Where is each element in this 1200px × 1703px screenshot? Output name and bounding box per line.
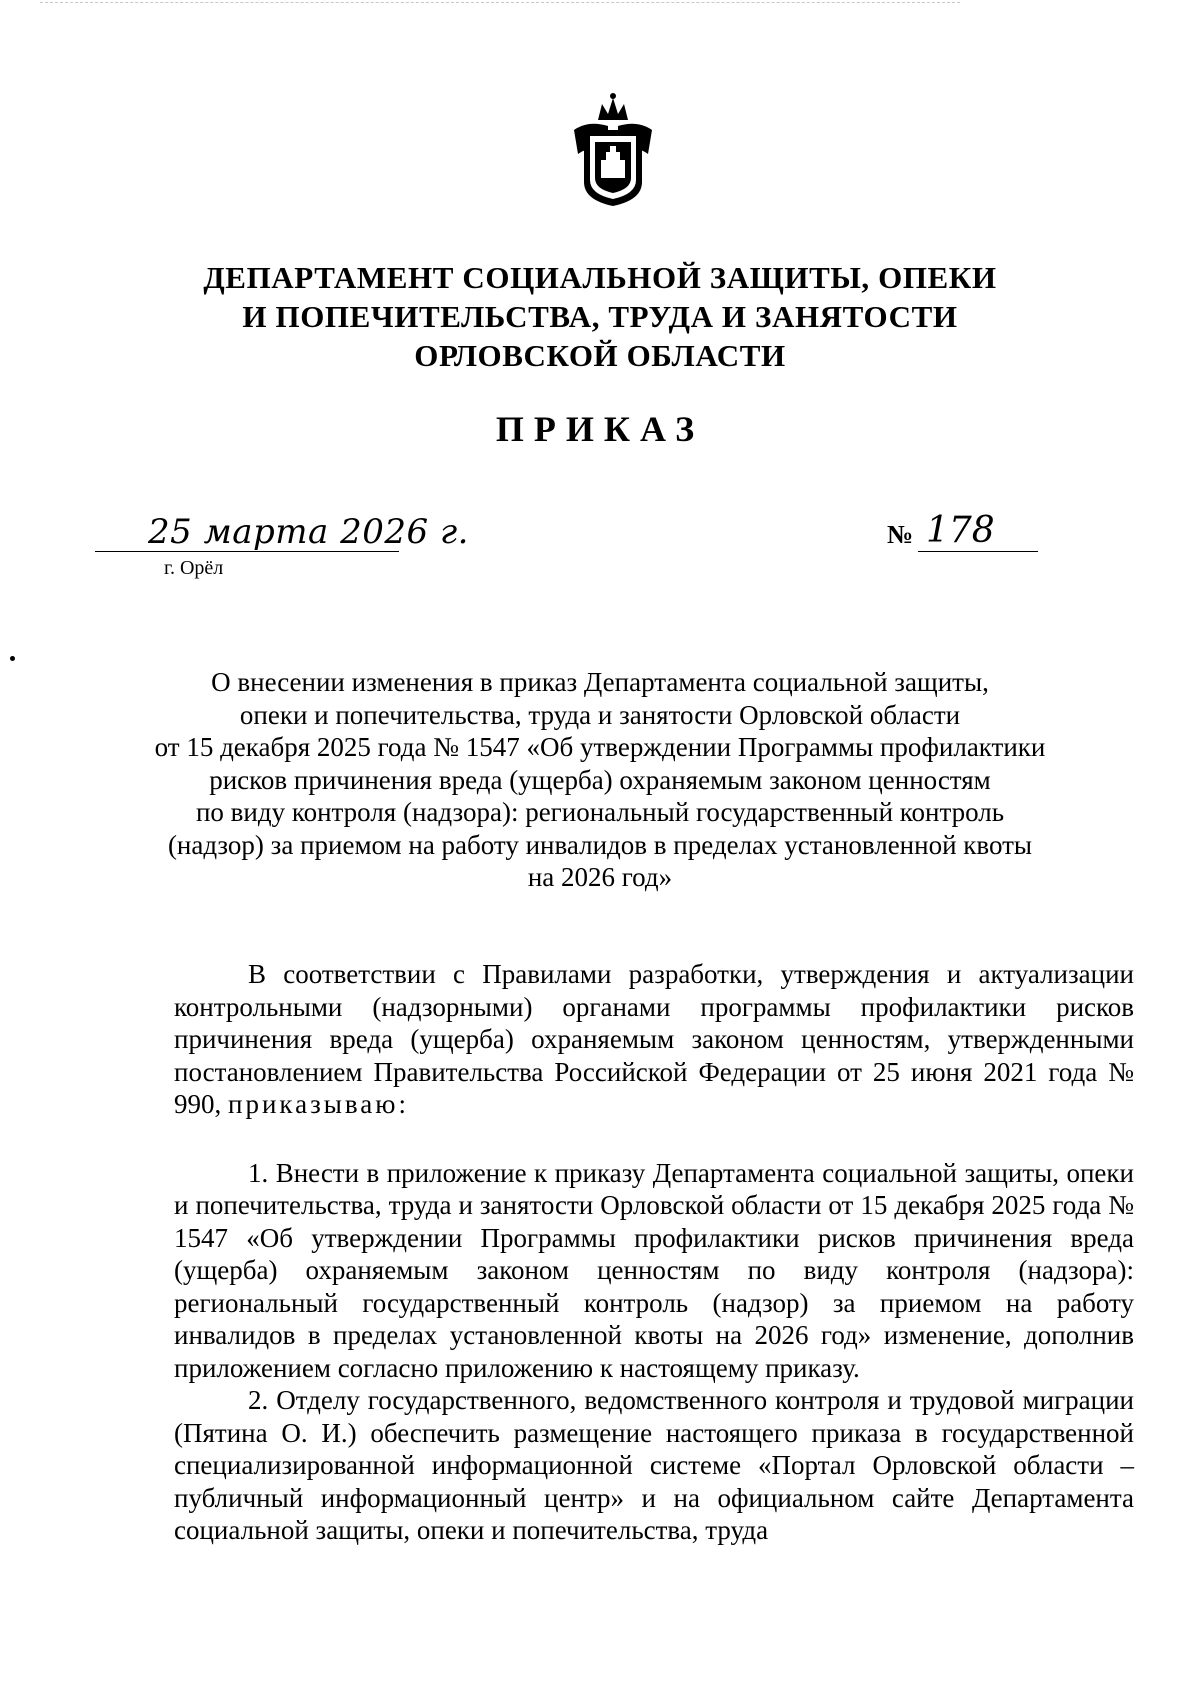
subject-line: по виду контроля (надзора): региональный государственный контроль (195, 797, 1005, 827)
subject-line: рисков причинения вреда (ущерба) охраняемым законом ценностям (209, 764, 991, 795)
preamble-text: В соответствии с Правилами разработки, утверждения и актуализации контрольными (надзорными) органами программы профилактики рисков причинения вреда (ущерба) охраняемым законом ценностям, утвержденными постановлением Правительства Российской Федерации от 25 июня 2021 года № 990, (174, 959, 1134, 1119)
number-label: № (887, 520, 914, 549)
subject-line: опеки и попечительства, труда и занятости Орловской области (239, 699, 961, 730)
subject-line: (надзор) за приемом на работу инвалидов в пределах установленной квоты (167, 829, 1033, 860)
document-type-title: ПРИКАЗ (495, 409, 705, 449)
number-underline (918, 551, 1038, 552)
department-name (0, 258, 1200, 375)
subject-line: на 2026 год» (527, 862, 673, 892)
scan-edge-line (40, 2, 960, 3)
department-line-3: ОРЛОВСКОЙ ОБЛАСТИ (414, 338, 786, 373)
handwritten-date: 25 марта 2026 г. (148, 512, 469, 552)
item-1-paragraph: 1. Внести в приложение к приказу Департамента социальной защиты, опеки и попечительства, труда и занятости Орловской области от 15 декабря 2025 года № 1547 «Об утверждении Программы профилактики рисков причинения вреда (ущерба) охраняемым законом ценностям по виду контроля (надзора): региональный государственный контроль (надзор) за приемом на работу инвалидов в пределах установленной квоты на 2026 год» изменение, дополнив приложением согласно приложению к настоящему приказу. (174, 1157, 1134, 1383)
item-2-paragraph: 2. Отделу государственного, ведомственного контроля и трудовой миграции (Пятина О. И.) обеспечить размещение настоящего приказа в государственной специализированной информационной системе «Портал Орловской области – публичный информационный центр» и на официальном сайте Департамента социальной защиты, опеки и попечительства, труда (174, 1385, 1134, 1545)
order-word: приказываю: (228, 1089, 409, 1119)
coat-of-arms-icon (568, 90, 658, 210)
city-label: г. Орёл (164, 557, 224, 579)
subject-line: от 15 декабря 2025 года № 1547 «Об утверждении Программы профилактики (154, 732, 1046, 762)
department-line-1: ДЕПАРТАМЕНТ СОЦИАЛЬНОЙ ЗАЩИТЫ, ОПЕКИ (203, 260, 997, 295)
date-underline (95, 551, 399, 552)
department-line-2: И ПОПЕЧИТЕЛЬСТВА, ТРУДА И ЗАНЯТОСТИ (242, 299, 958, 334)
order-subject (0, 666, 1200, 894)
handwritten-number: 178 (926, 510, 995, 551)
scan-dot (10, 656, 15, 661)
preamble-paragraph (174, 958, 1134, 1121)
order-body (174, 958, 1134, 1547)
subject-line: О внесении изменения в приказ Департамента социальной защиты, (211, 667, 989, 697)
